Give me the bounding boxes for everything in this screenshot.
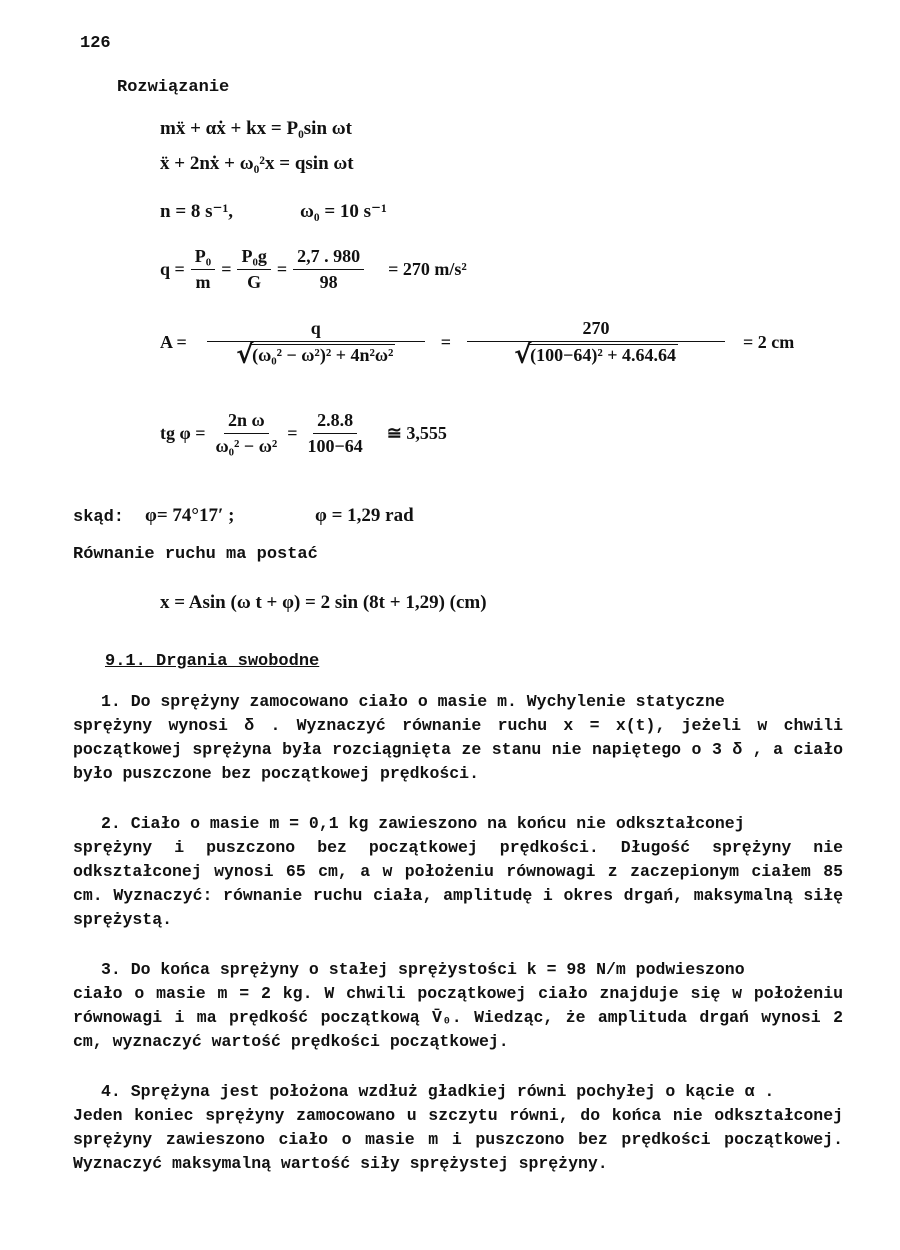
- problem-2-first-line: 2. Ciało o masie m = 0,1 kg zawieszono na końcu nie odkształconej: [101, 814, 745, 833]
- problem-3: [73, 958, 843, 1054]
- problem-2: [73, 812, 843, 932]
- problem-1-text: sprężyny wynosi δ . Wyznaczyć równanie ruchu x = x(t), jeżeli w chwili początkowej sprężyna była rozciągnięta ze stanu nie napiętego o 3 δ , a ciało było puszczone bez początkowej prędkości.: [73, 716, 843, 783]
- tg-lhs: tg φ =: [160, 423, 206, 443]
- problem-4: [73, 1080, 843, 1176]
- solution-heading: Rozwiązanie: [117, 78, 230, 97]
- tg-fraction-2: $\frac{2.8.8}{100-64}$: [307, 410, 363, 456]
- skad-label: skąd:: [73, 508, 125, 527]
- phi-radians: φ = 1,29 rad: [315, 505, 414, 526]
- equation-amplitude: A = q √ (ω₀² − ω²)² + 4n²ω² = 270 √ (100−64)² + 4.64.64 = 2 cm: [160, 318, 795, 370]
- q-result: = 270 m/s²: [388, 259, 467, 279]
- problem-4-text: Jeden koniec sprężyny zamocowano u szczytu równi, do końca nie odkształconej sprężyny zawieszono ciało o masie m i puszczono bez prędkości początkowej. Wyznaczyć maksymalną wartość siły sprężystej sprężyny.: [73, 1106, 843, 1173]
- section-title: 9.1. Drgania swobodne: [105, 652, 320, 671]
- a-fraction-1: q √ (ω₀² − ω²)² + 4n²ω²: [207, 318, 425, 366]
- equation-motion-normalized: ẍ + 2nẋ + ω₀²x = qsin ωt: [160, 153, 354, 174]
- tg-result: ≅ 3,555: [386, 423, 447, 443]
- phi-degrees: φ= 74°17′ ;: [145, 505, 235, 526]
- equation-omega-value: ω₀ = 10 s⁻¹: [300, 201, 387, 222]
- a-result: = 2 cm: [743, 331, 795, 352]
- equation-n-value: n = 8 s⁻¹,: [160, 201, 234, 222]
- problem-4-first-line: 4. Sprężyna jest położona wzdłuż gładkiej równi pochyłej o kącie α .: [101, 1082, 775, 1101]
- a-fraction-2: 270 √ (100−64)² + 4.64.64: [467, 318, 725, 366]
- a-lhs: A =: [160, 331, 187, 352]
- equation-motion-general: mẍ + αẋ + kx = P₀sin ωt: [160, 118, 352, 139]
- tg-fraction-1: $\frac{\text{2n ω}}{\text{ω₀² − ω²}}$: [215, 410, 278, 456]
- q-fraction-2: $\frac{\text{P₀g}}{G}$: [237, 246, 270, 293]
- problem-1: [73, 690, 843, 786]
- equation-q: q = $\frac{\text{P₀}}{m}$ = $\frac{\text{P₀g}}{G}$ = $\frac{2,7 . 980}{98}$ = 270 m/s²: [160, 246, 467, 292]
- problem-3-text: ciało o masie m = 2 kg. W chwili początkowej ciało znajduje się w położeniu równowagi i ma prędkość początkową V̄₀. Wiedząc, że amplituda drgań wynosi 2 cm, wyznaczyć wartość prędkości początkowej.: [73, 984, 843, 1051]
- equation-tangent: tg φ = $\frac{\text{2n ω}}{\text{ω₀² − ω²}}$ = $\frac{2.8.8}{100-64}$ ≅ 3,555: [160, 410, 447, 456]
- q-lhs: q =: [160, 259, 185, 279]
- motion-equation: x = Asin (ω t + φ) = 2 sin (8t + 1,29) (cm): [160, 592, 487, 613]
- q-fraction-1: $\frac{\text{P₀}}{m}$: [191, 246, 215, 293]
- problem-3-first-line: 3. Do końca sprężyny o stałej sprężystości k = 98 N/m podwieszono: [101, 960, 745, 979]
- q-fraction-3: $\frac{2,7 . 980}{98}$: [293, 246, 364, 293]
- problem-2-text: sprężyny i puszczono bez początkowej prędkości. Długość sprężyny nie odkształconej wynosi 65 cm, a w położeniu równowagi z zaczepionym ciałem 85 cm. Wyznaczyć: równanie ruchu ciała, amplitudę i okres drgań, maksymalną siłę sprężystą.: [73, 838, 843, 929]
- page-number: 126: [80, 34, 111, 53]
- problem-1-first-line: 1. Do sprężyny zamocowano ciało o masie m. Wychylenie statyczne: [101, 692, 725, 711]
- motion-sentence: Równanie ruchu ma postać: [73, 545, 318, 564]
